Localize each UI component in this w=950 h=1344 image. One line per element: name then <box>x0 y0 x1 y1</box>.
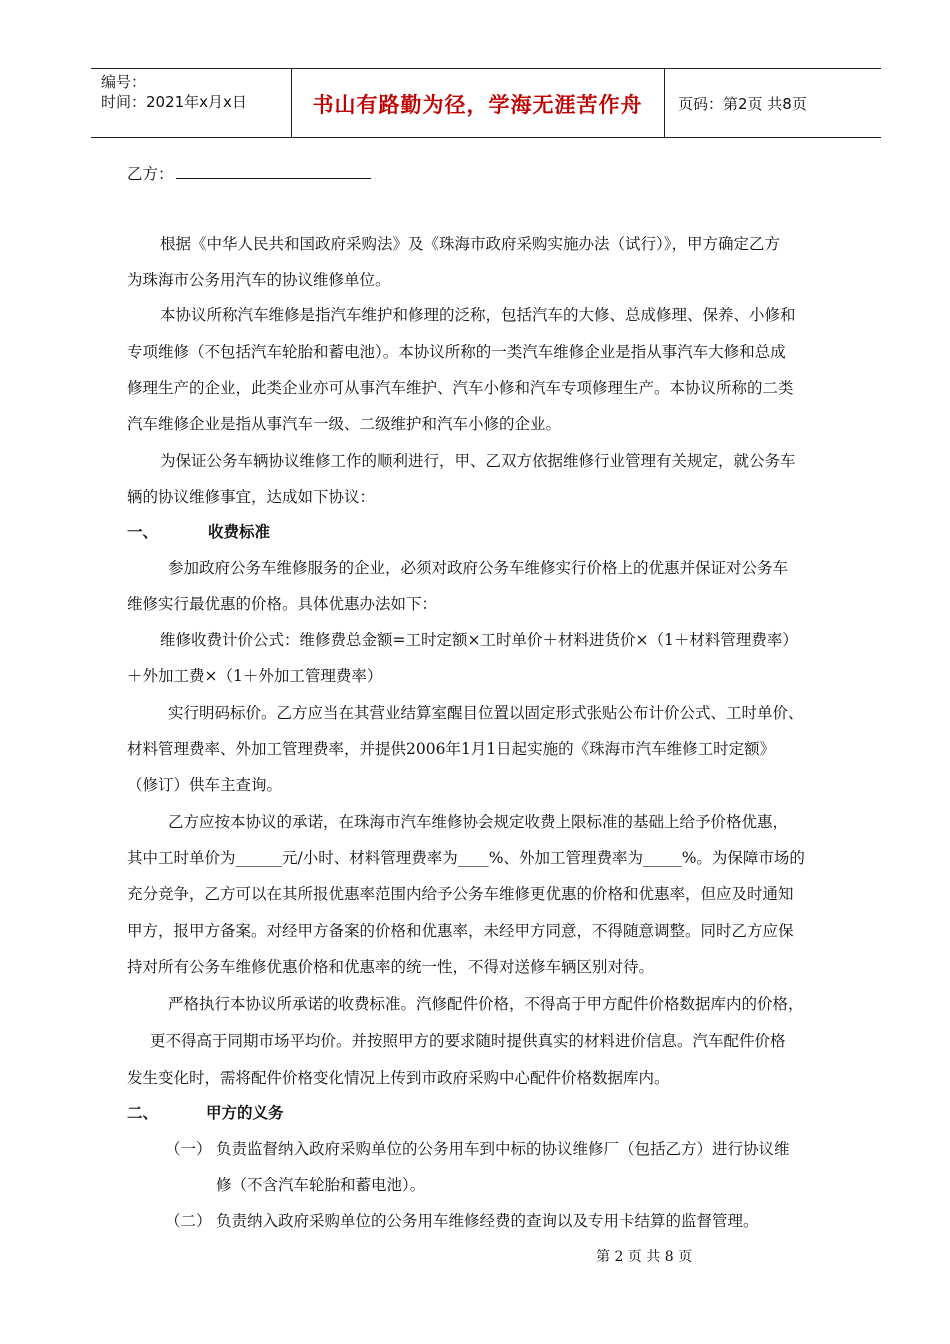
paragraph-line: 持对所有公务车维修优惠价格和优惠率的统一性，不得对送修车辆区别对待。 <box>127 958 655 976</box>
party-b-blank <box>176 164 371 179</box>
list-item-number: （一） <box>165 1140 212 1158</box>
paragraph-line: 甲方，报甲方备案。对经甲方备案的价格和优惠率，未经甲方同意，不得随意调整。同时乙方应保 <box>127 922 794 940</box>
section-title: 甲方的义务 <box>206 1104 284 1122</box>
paragraph-line: 根据《中华人民共和国政府采购法》及《珠海市政府采购实施办法（试行）》，甲方确定乙方 <box>160 235 781 253</box>
paragraph-line: 实行明码标价。乙方应当在其营业结算室醒目位置以固定形式张贴公布计价公式、工时单价、 <box>168 704 804 722</box>
paragraph-line: 参加政府公务车维修服务的企业，必须对政府公务车维修实行价格上的优惠并保证对公务车 <box>168 559 789 577</box>
paragraph-line: 材料管理费率、外加工管理费率，并提供2006年1月1日起实施的《珠海市汽车维修工时定额》 <box>127 740 776 758</box>
formula-line: 维修收费计价公式：维修费总金额=工时定额×工时单价＋材料进货价×（1＋材料管理费率） <box>160 631 798 649</box>
paragraph-line: 修理生产的企业，此类企业亦可从事汽车维护、汽车小修和汽车专项修理生产。本协议所称的二类 <box>127 379 794 397</box>
paragraph-line: 更不得高于同期市场平均价。并按照甲方的要求随时提供真实的材料进价信息。汽车配件价格 <box>150 1032 786 1050</box>
header-motto: 书山有路勤为径，学海无涯苦作舟 <box>312 93 643 117</box>
paragraph-line: 为保证公务车辆协议维修工作的顺利进行，甲、乙双方依据维修行业管理有关规定，就公务车 <box>160 452 796 470</box>
section-number: 一、 <box>127 523 159 541</box>
paragraph-line: 汽车维修企业是指从事汽车一级、二级维护和汽车小修的企业。 <box>127 415 562 433</box>
paragraph-line: 维修实行最优惠的价格。具体优惠办法如下： <box>127 595 438 613</box>
header-page-number: 页码：第2页 共8页 <box>678 95 807 113</box>
list-item-text: 负责纳入政府采购单位的公务用车维修经费的查询以及专用卡结算的监督管理。 <box>216 1212 759 1230</box>
paragraph-line: （修订）供车主查询。 <box>127 776 283 794</box>
list-item-number: （二） <box>165 1212 212 1230</box>
paragraph-line: 为珠海市公务用汽车的协议维修单位。 <box>127 271 391 289</box>
party-b-line <box>127 162 371 184</box>
paragraph-line: 其中工时单价为______元/小时、材料管理费率为____%、外加工管理费率为_____%。为保障市场的 <box>127 849 805 867</box>
header-page-cell <box>666 69 881 137</box>
page-footer: 第 2 页 共 8 页 <box>596 1249 693 1265</box>
section-title: 收费标准 <box>208 523 271 541</box>
paragraph-line: 严格执行本协议所承诺的收费标准。汽修配件价格，不得高于甲方配件价格数据库内的价格， <box>168 995 804 1013</box>
paragraph-line: 乙方应按本协议的承诺，在珠海市汽车维修协会规定收费上限标准的基础上给予价格优惠， <box>168 813 789 831</box>
header-motto-cell <box>291 69 665 137</box>
paragraph-line: 充分竞争，乙方可以在其所报优惠率范围内给予公务车维修更优惠的价格和优惠率，但应及时通知 <box>127 885 794 903</box>
document-number-label: 编号： <box>101 73 147 91</box>
party-b-label: 乙方： <box>127 165 174 183</box>
document-time-label: 时间：2021年x月x日 <box>101 93 247 111</box>
page-header <box>91 68 881 138</box>
formula-line: ＋外加工费×（1＋外加工管理费率） <box>127 667 383 685</box>
paragraph-line: 辆的协议维修事宜，达成如下协议： <box>127 488 376 506</box>
paragraph-line: 本协议所称汽车维修是指汽车维护和修理的泛称，包括汽车的大修、总成修理、保养、小修和 <box>160 306 796 324</box>
header-left-cell <box>91 69 292 137</box>
paragraph-line: 专项维修（不包括汽车轮胎和蓄电池）。本协议所称的一类汽车维修企业是指从事汽车大修和总成 <box>127 343 786 361</box>
section-number: 二、 <box>127 1104 159 1122</box>
list-item-text: 修（不含汽车轮胎和蓄电池）。 <box>216 1176 426 1194</box>
paragraph-line: 发生变化时，需将配件价格变化情况上传到市政府采购中心配件价格数据库内。 <box>127 1069 670 1087</box>
list-item-text: 负责监督纳入政府采购单位的公务用车到中标的协议维修厂（包括乙方）进行协议维 <box>216 1140 790 1158</box>
